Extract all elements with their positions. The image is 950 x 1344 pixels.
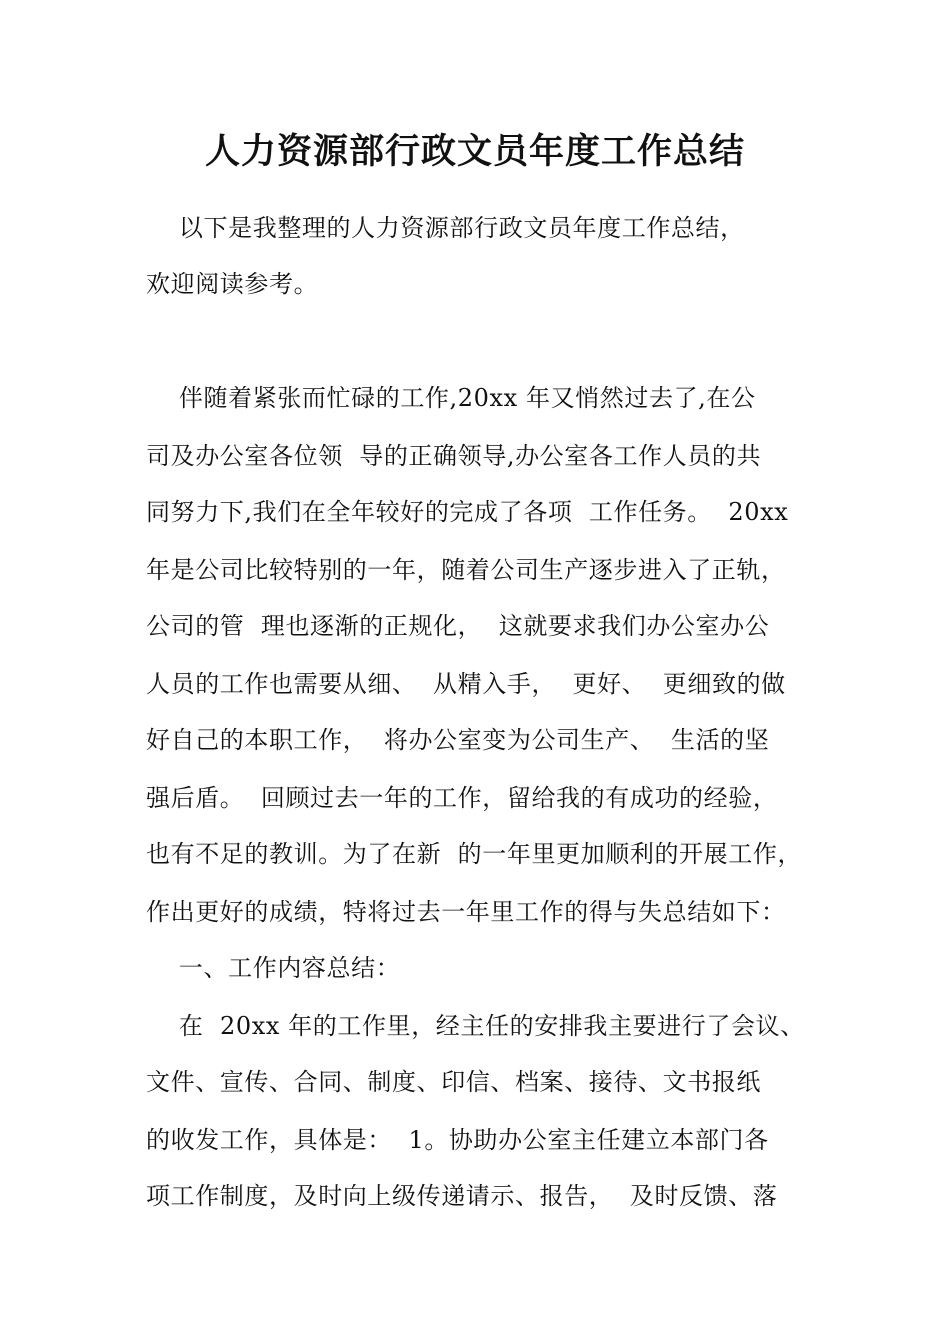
paragraph-line: 好自己的本职工作， 将办公室变为公司生产、 生活的坚: [146, 726, 770, 754]
paragraph-line: 人员的工作也需要从细、 从精入手， 更好、 更细致的做: [146, 670, 786, 698]
section-heading: 一、工作内容总结：: [146, 954, 401, 982]
paragraph-line: 公司的管 理也逐渐的正规化， 这就要求我们办公室办公: [146, 612, 770, 640]
paragraph-line: 文件、宣传、合同、制度、印信、档案、接待、文书报纸: [146, 1068, 761, 1096]
paragraph-line: 同努力下,我们在全年较好的完成了各项 工作任务。 20xx: [146, 498, 789, 526]
paragraph-line: 项工作制度，及时向上级传递请示、报告， 及时反馈、落: [146, 1182, 778, 1210]
paragraph-line: 作出更好的成绩，特将过去一年里工作的得与失总结如下：: [146, 898, 786, 926]
paragraph-line: 伴随着紧张而忙碌的工作,20xx 年又悄然过去了,在公: [146, 384, 756, 412]
document-title: 人力资源部行政文员年度工作总结: [204, 132, 745, 172]
paragraph-line: 也有不足的教训。为了在新 的一年里更加顺利的开展工作，: [146, 840, 803, 868]
paragraph-line: 年是公司比较特别的一年，随着公司生产逐步进入了正轨，: [146, 556, 786, 584]
intro-line-2: 欢迎阅读参考。: [146, 270, 319, 298]
paragraph-line: 在 20xx 年的工作里，经主任的安排我主要进行了会议、: [146, 1012, 805, 1040]
paragraph-line: 的收发工作，具体是： 1。协助办公室主任建立本部门各: [146, 1126, 769, 1154]
intro-line-1: 以下是我整理的人力资源部行政文员年度工作总结，: [146, 214, 745, 242]
paragraph-line: 司及办公室各位领 导的正确领导,办公室各工作人员的共: [146, 442, 762, 470]
paragraph-line: 强后盾。 回顾过去一年的工作，留给我的有成功的经验，: [146, 784, 778, 812]
